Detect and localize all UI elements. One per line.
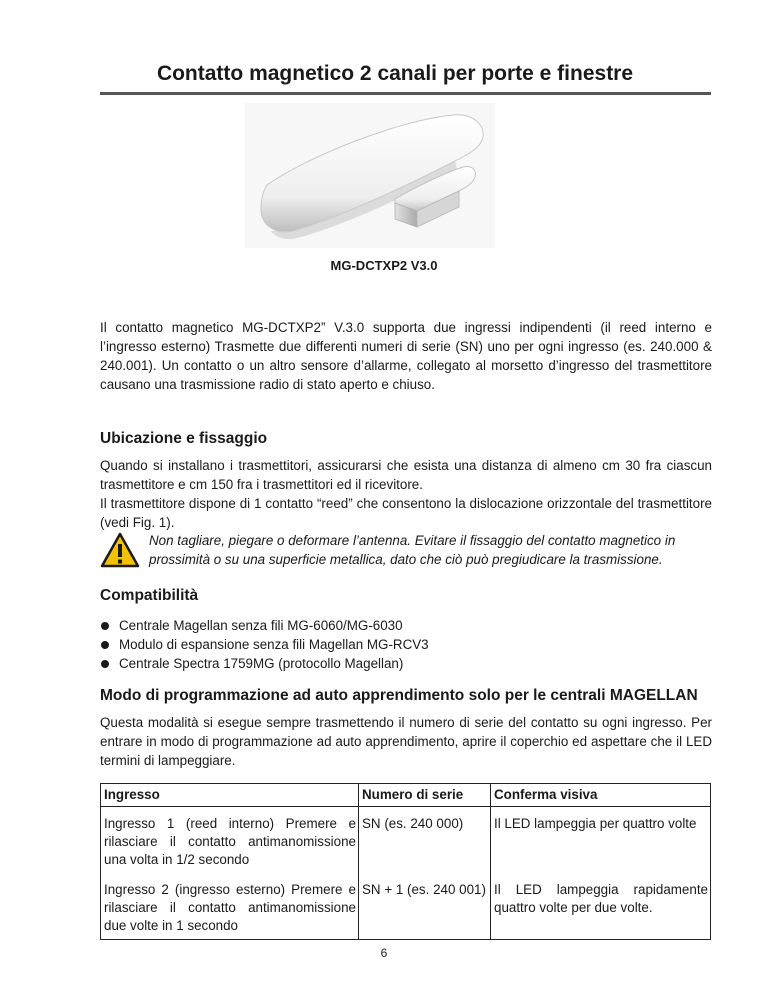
table-row [101,873,711,940]
table-cell: SN + 1 (es. 240 001) [359,873,491,940]
table-cell: Il LED lampeggia per quattro volte [491,807,711,874]
prog-paragraph: Questa modalità si esegue sempre trasmettendo il numero di serie del contatto su ogni ingresso. Per entrare in modo di programmazione ad auto apprendimento, aprire il coperchio ed aspettare che il LED termini di lampeggiare. [100,715,712,768]
page-title: Contatto magnetico 2 canali per porte e finestre [156,62,634,85]
bullet-icon [101,622,109,630]
warning-text: Non tagliare, piegare o deformare l’antenna. Evitare il fissaggio del contatto magnetico in prossimità o su una superficie metallica, dato che ciò può pregiudicare la trasmissione. [149,533,676,567]
list-item: Centrale Magellan senza fili MG-6060/MG-6030 [100,616,429,635]
product-caption: MG-DCTXP2 V3.0 [330,258,438,273]
magnetic-contact-image [245,103,495,248]
intro-paragraph: Il contatto magnetico MG-DCTXP2” V.3.0 supporta due ingressi indipendenti (il reed interno e l’ingresso esterno) Trasmette due differenti numeri di serie (SN) uno per ogni ingresso (es. 240.000 & 240.001). Un contatto o un altro sensore d’allarme, collegato al morsetto d’ingresso del trasmettitore causano una trasmissione radio di stato aperto e chiuso. [100,320,712,392]
bullet-icon [101,660,109,668]
column-header: Numero di serie [359,784,491,807]
column-header: Ingresso [101,784,359,807]
column-header: Conferma visiva [491,784,711,807]
bullet-icon [101,641,109,649]
table-cell: SN (es. 240 000) [359,807,491,874]
install-paragraph-1: Quando si installano i trasmettitori, assicurarsi che esista una distanza di almeno cm 30 fra ciascun trasmettitore e cm 150 fra i trasmettitori ed il ricevitore. [100,458,712,492]
section-heading-prog: Modo di programmazione ad auto apprendimento solo per le centrali MAGELLAN [100,687,698,704]
compat-list [100,616,429,673]
section-heading-install: Ubicazione e fissaggio [100,430,268,447]
table-row [101,807,711,874]
list-item: Centrale Spectra 1759MG (protocollo Magellan) [100,654,429,673]
title-underline [100,92,711,95]
table-header-row [101,784,711,807]
section-heading-compat: Compatibilità [100,587,199,604]
programming-table [100,783,711,940]
table-cell: Il LED lampeggia rapidamente quattro volte per due volte. [491,873,711,940]
warning-icon [100,532,140,568]
page-number: 6 [380,946,388,960]
install-paragraph-2: Il trasmettitore dispone di 1 contatto “reed” che consentono la dislocazione orizzontale del trasmettitore (vedi Fig. 1). [100,496,712,530]
table-cell: Ingresso 2 (ingresso esterno) Premere e rilasciare il contatto antimanomissione due volte in 1 secondo [101,873,359,940]
list-item: Modulo di espansione senza fili Magellan MG-RCV3 [100,635,429,654]
table-cell: Ingresso 1 (reed interno) Premere e rilasciare il contatto antimanomissione una volta in 1/2 secondo [101,807,359,874]
